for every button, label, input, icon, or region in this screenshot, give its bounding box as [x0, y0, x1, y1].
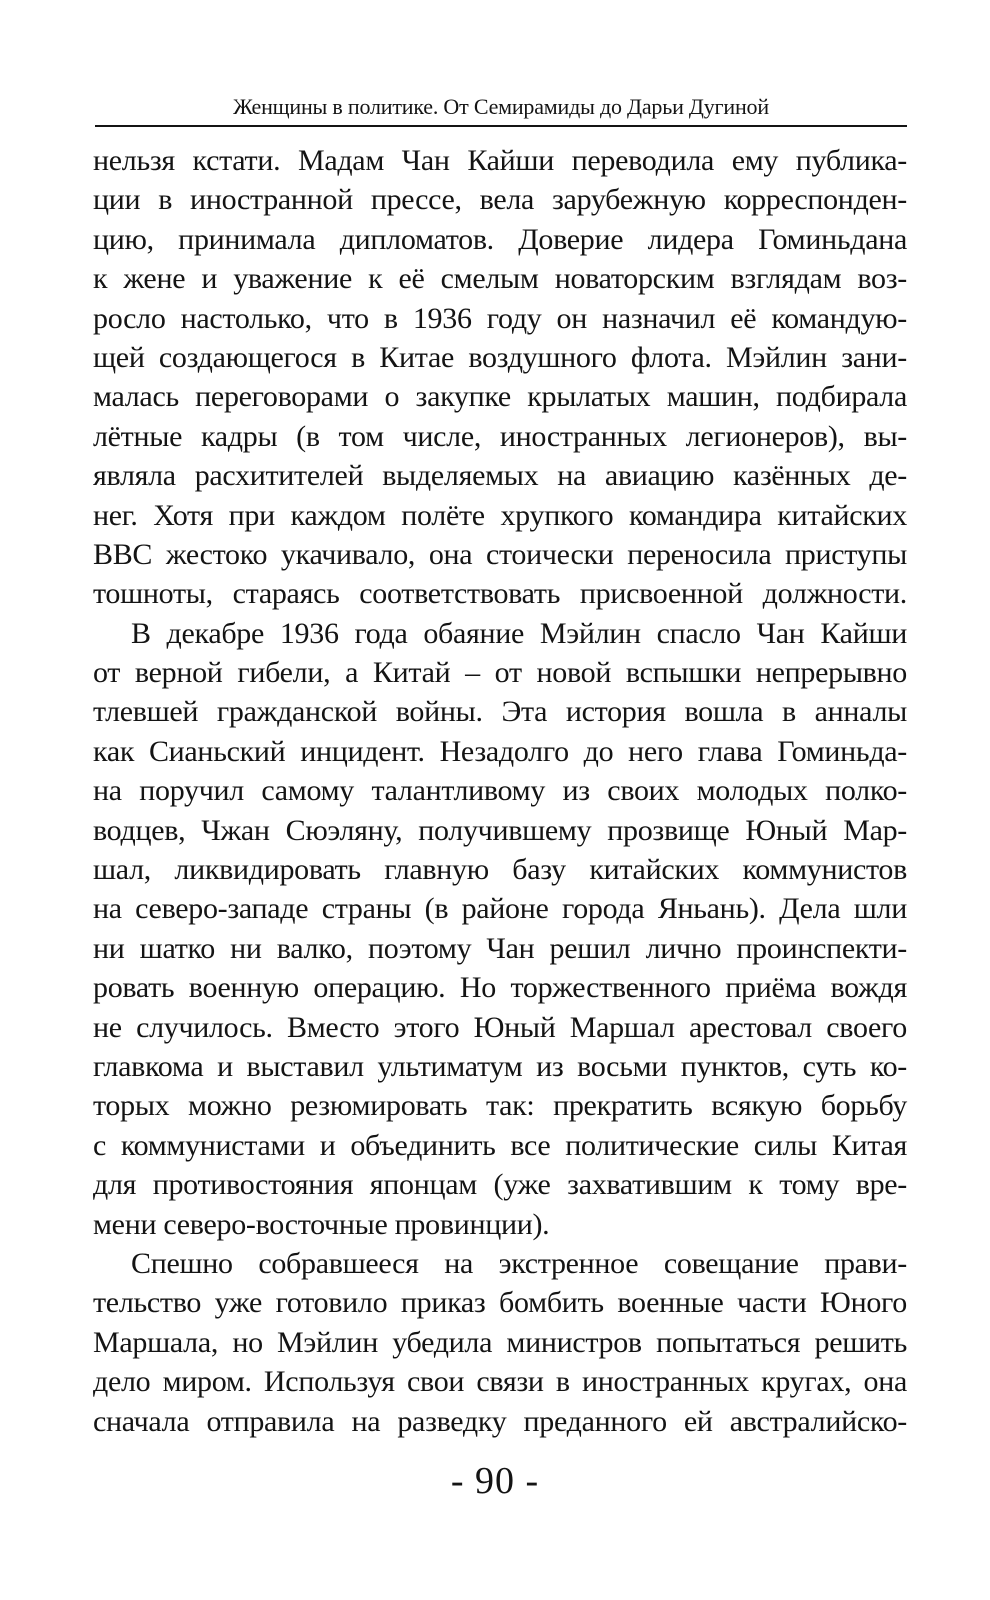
text-line: малась переговорами о закупке крылатых машин, подбирала — [93, 380, 907, 414]
text-line: цию, принимала дипломатов. Доверие лидера Гоминьдана — [93, 222, 907, 256]
text-line: на поручил самому талантливому из своих молодых полко- — [93, 774, 907, 808]
paragraph — [93, 614, 907, 1244]
page-number: - 90 - — [450, 1460, 540, 1502]
text-line: на северо-западе страны (в районе города Яньань). Дела шли — [93, 892, 907, 926]
text-line: лётные кадры (в том числе, иностранных легионеров), вы- — [93, 419, 907, 453]
text-line: водцев, Чжан Сюэляну, получившему прозвище Юный Мар- — [93, 813, 907, 847]
paragraph — [93, 1244, 907, 1441]
paragraph — [93, 141, 907, 614]
text-line: сначала отправила на разведку преданного ей австралийско- — [93, 1404, 907, 1438]
header-rule — [95, 125, 907, 127]
text-line: ни шатко ни валко, поэтому Чан решил лично проинспекти- — [93, 931, 907, 965]
text-line: нег. Хотя при каждом полёте хрупкого командира китайских — [93, 498, 907, 532]
text-line: к жене и уважение к её смелым новаторским взглядам воз- — [93, 262, 907, 296]
text-line: Маршала, но Мэйлин убедила министров попытаться решить — [93, 1325, 907, 1359]
text-line: главкома и выставил ультиматум из восьми пунктов, суть ко- — [93, 1049, 907, 1083]
text-line: тельство уже готовило приказ бомбить военные части Юного — [93, 1286, 907, 1320]
text-line: для противостояния японцам (уже захватившим к тому вре- — [93, 1168, 907, 1202]
text-line: ВВС жестоко укачивало, она стоически переносила приступы — [93, 537, 907, 571]
text-line: от верной гибели, а Китай – от новой вспышки непрерывно — [93, 656, 907, 690]
text-line: дело миром. Используя свои связи в иностранных кругах, она — [93, 1365, 907, 1399]
text-line: нельзя кстати. Мадам Чан Кайши переводила ему публика- — [93, 144, 907, 177]
running-header: Женщины в политике. От Семирамиды до Дарьи Дугиной — [233, 94, 769, 119]
text-line: торых можно резюмировать так: прекратить всякую борьбу — [93, 1089, 907, 1123]
text-line: являла расхитителей выделяемых на авиацию казённых де- — [93, 459, 907, 493]
text-line: шал, ликвидировать главную базу китайских коммунистов — [93, 853, 907, 887]
text-line: ции в иностранной прессе, вела зарубежную корреспонден- — [93, 183, 907, 217]
text-line: Спешно собравшееся на экстренное совещание прави- — [131, 1246, 907, 1280]
text-line: с коммунистами и объединить все политические силы Китая — [93, 1128, 907, 1162]
text-line: мени северо-восточные провинции). — [93, 1207, 550, 1241]
text-line: не случилось. Вместо этого Юный Маршал арестовал своего — [93, 1010, 907, 1044]
body-text — [93, 141, 907, 1441]
text-line: щей создающегося в Китае воздушного флота. Мэйлин зани- — [93, 340, 907, 374]
text-line: как Сианьский инцидент. Незадолго до него глава Гоминьда- — [93, 734, 907, 768]
text-line: росло настолько, что в 1936 году он назначил её командую- — [93, 301, 907, 335]
text-line: тлевшей гражданской войны. Эта история вошла в анналы — [93, 695, 907, 729]
text-line: В декабре 1936 года обаяние Мэйлин спасло Чан Кайши — [131, 616, 907, 650]
text-line: ровать военную операцию. Но торжественного приёма вождя — [93, 971, 907, 1005]
text-line: тошноты, стараясь соответствовать присвоенной должности. — [93, 577, 907, 611]
